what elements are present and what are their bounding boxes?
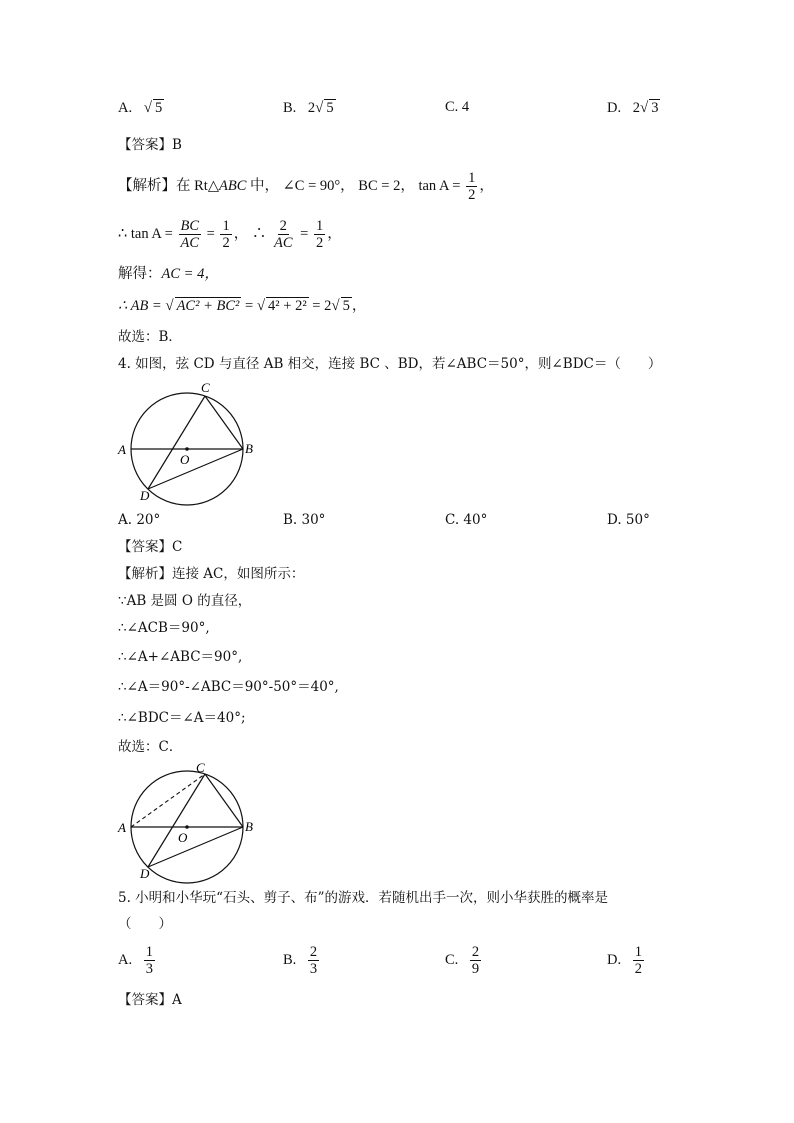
q3-analysis-line5: 故选：B．	[118, 329, 182, 345]
q4-label-c: C	[201, 380, 210, 395]
q4-analysis-line5: ∴∠A＝90°-∠ABC＝90°-50°＝40°,	[118, 679, 339, 695]
q3-option-d-value: 3	[651, 100, 659, 116]
q3-analysis-line3	[118, 264, 219, 284]
q3-line1-num: 1	[468, 170, 476, 187]
q3-option-c-value: 4	[461, 99, 470, 115]
q3-option-c-letter: C.	[445, 99, 459, 115]
q5-option-b-num: 2	[309, 944, 318, 960]
q5-option-c-num: 2	[471, 944, 480, 960]
q3-line1-den: 2	[468, 187, 476, 204]
q3-line2-num1: BC	[180, 218, 200, 235]
q4-label-o: O	[180, 452, 190, 467]
q3-line1-tan: tan A =	[418, 178, 461, 194]
q3-line1-bc: BC = 2，	[358, 178, 415, 194]
q3-line1-angle: ∠C = 90°，	[282, 178, 355, 194]
q5-option-d-num: 1	[634, 944, 642, 960]
q5-option-b	[283, 944, 321, 977]
q4-circle-figure	[112, 378, 262, 506]
q4-analysis-line1: 【解析】连接 AC，如图所示：	[118, 566, 305, 582]
q3-line4-end: ，	[351, 298, 367, 314]
q4-option-b: B. 30°	[283, 512, 326, 528]
q4-sol-label-b: B	[245, 819, 253, 834]
q5-option-b-den: 3	[309, 961, 318, 977]
q3-option-a-value: 5	[154, 100, 163, 116]
q4-label-b: B	[245, 441, 253, 456]
q3-option-b: B. 2√ 5	[283, 100, 334, 116]
q3-line2-den1: AC	[180, 235, 200, 252]
q3-analysis-line1	[118, 170, 494, 203]
q4-sol-label-d: D	[140, 866, 150, 881]
q5-option-c-den: 9	[471, 961, 480, 977]
q3-line2-den3: AC	[273, 235, 293, 252]
q4-sol-dashed-ac	[131, 774, 205, 827]
q3-line4-eq: =	[245, 298, 254, 314]
q5-option-c	[445, 944, 483, 977]
q3-line3-expr: AC = 4，	[161, 266, 219, 282]
q3-option-d: D. 2√ 3	[607, 100, 659, 116]
q3-option-a: A. √ 5	[118, 100, 163, 116]
q3-option-b-coef: 2	[307, 100, 316, 116]
q3-line2-eq: =	[206, 226, 215, 242]
q4-sol-chord-bd	[148, 827, 243, 867]
q4-label-a: A	[118, 442, 126, 457]
q4-sol-label-a: A	[118, 820, 126, 835]
q4-sol-label-o: O	[178, 830, 188, 845]
q5-option-a-den: 3	[145, 961, 153, 977]
q4-center-dot	[185, 447, 189, 451]
q4-option-d: D. 50°	[607, 512, 650, 528]
q3-line2-num2: 1	[222, 218, 230, 235]
q3-option-b-value: 5	[326, 100, 334, 116]
q3-line1-end: ，	[479, 178, 494, 194]
q4-analysis-line3: ∴∠ACB＝90°,	[118, 620, 210, 636]
q3-line2-pre: ∴ tan A =	[118, 226, 173, 242]
q4-analysis-line4: ∴∠A+∠ABC＝90°,	[118, 649, 243, 665]
q4-option-c: C. 40°	[445, 512, 488, 528]
q3-line4-eq2: = 2	[312, 298, 332, 314]
q4-answer: 【答案】C	[118, 539, 183, 555]
q3-line4-pre: ∴ AB =	[118, 298, 162, 314]
q4-option-a: A. 20°	[118, 512, 161, 528]
q3-line2-eq2: =	[300, 226, 309, 242]
q5-option-d	[607, 944, 646, 977]
q5-option-b-frac	[308, 944, 319, 977]
q5-option-a	[118, 944, 157, 977]
q5-option-d-den: 2	[634, 961, 642, 977]
q5-option-b-letter: B.	[283, 951, 297, 968]
q5-option-a-letter: A.	[118, 951, 133, 968]
q3-line4-rad1: AC² + BC²	[176, 298, 240, 314]
q3-analysis-line4: ∴ AB = √ AC² + BC² = √ 4² + 2² = 2√ 5 ，	[118, 298, 367, 314]
q4-chord-bc	[205, 396, 243, 449]
q5-option-c-frac	[470, 944, 481, 977]
q3-analysis-label: 【解析】	[118, 178, 176, 194]
q3-line1-abc: ABC	[218, 178, 247, 194]
q5-option-a-frac	[144, 944, 155, 977]
q3-line4-rad3: 5	[342, 298, 350, 314]
q5-option-d-letter: D.	[607, 951, 622, 968]
q4-label-d: D	[140, 488, 150, 503]
q4-sol-center-dot	[185, 825, 189, 829]
q5-question-line1: 5. 小明和小华玩“石头、剪子、布”的游戏．若随机出手一次，则小华获胜的概率是	[118, 890, 608, 906]
q3-line2-sep: ， ∴	[233, 226, 267, 242]
q5-answer: 【答案】A	[118, 992, 182, 1008]
q3-line2-den2: 2	[222, 235, 230, 252]
q5-question-line2: （ ）	[118, 916, 172, 932]
q3-answer: 【答案】B	[118, 137, 182, 153]
q3-line2-frac2	[220, 218, 231, 251]
q4-question: 4. 如图，弦 CD 与直径 AB 相交，连接 BC 、BD，若∠ABC＝50°，则∠BDC＝（ ）	[118, 356, 662, 372]
q4-chord-bd	[148, 449, 243, 489]
q3-line2-den4: 2	[315, 235, 324, 252]
q4-chord-cd	[148, 396, 205, 489]
q3-option-c	[445, 99, 469, 116]
q4-sol-label-c: C	[196, 760, 205, 775]
q3-line2-num4: 1	[315, 218, 324, 235]
q3-line1-mid: 中，	[246, 178, 279, 194]
q3-option-b-letter: B.	[283, 100, 297, 116]
q3-line2-frac1	[179, 218, 202, 251]
q5-option-d-frac	[633, 944, 644, 977]
q4-solution-figure	[112, 758, 262, 886]
q3-option-a-letter: A.	[118, 100, 133, 116]
q3-line3-pre: 解得：	[118, 266, 162, 282]
q3-option-d-letter: D.	[607, 100, 622, 116]
q4-sol-chord-bc	[205, 774, 243, 827]
q3-line2-end: ，	[327, 226, 342, 242]
q3-line4-rad2: 4² + 2²	[268, 298, 307, 314]
q3-line1-frac	[466, 170, 477, 203]
q3-analysis-line2	[118, 218, 342, 251]
q3-line1-pre: 在 Rt△	[176, 178, 219, 194]
q4-sol-chord-cd	[148, 774, 205, 867]
q3-option-d-coef: 2	[632, 100, 640, 116]
q5-option-a-num: 1	[145, 944, 153, 960]
q5-option-c-letter: C.	[445, 951, 459, 968]
q3-line2-frac3	[272, 218, 295, 251]
q3-line2-num3: 2	[279, 218, 287, 235]
q4-analysis-line7: 故选：C．	[118, 739, 183, 755]
q4-analysis-line6: ∴∠BDC＝∠A＝40°;	[118, 710, 246, 726]
q4-analysis-line2: ∵AB 是圆 O 的直径，	[118, 593, 252, 609]
q3-line2-frac4	[314, 218, 325, 251]
